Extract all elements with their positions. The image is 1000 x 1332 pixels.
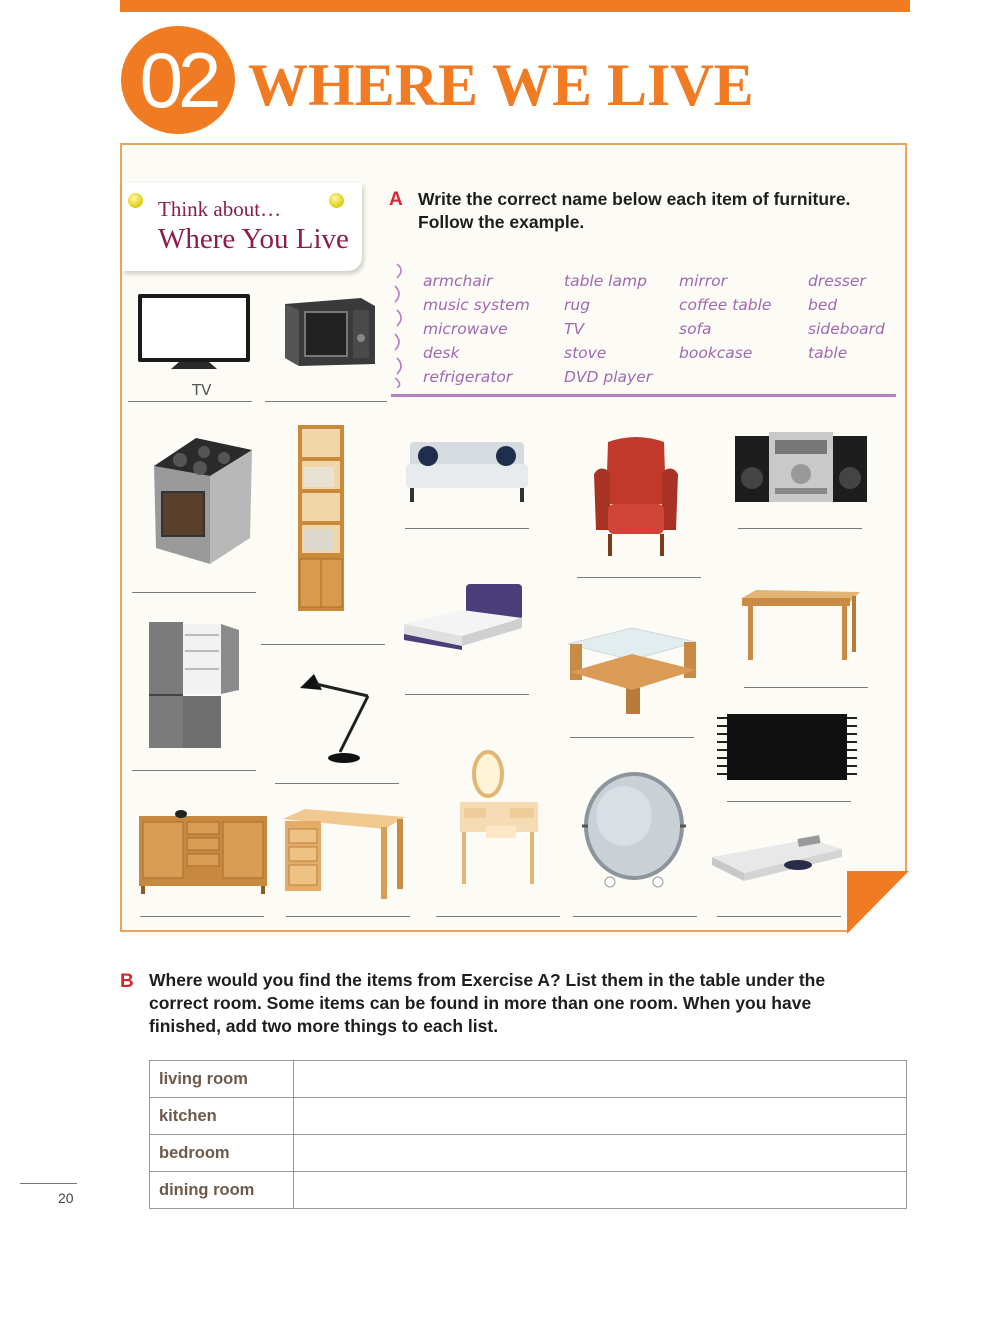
instruction-line: Where would you find the items from Exercise A? List them in the table under the: [149, 970, 826, 990]
answer-line[interactable]: [570, 737, 694, 738]
table-row: [150, 1098, 907, 1135]
word-armchair: armchair: [423, 272, 493, 290]
word-microwave: microwave: [423, 320, 508, 338]
answer-line[interactable]: [128, 401, 252, 402]
answer-line[interactable]: [265, 401, 387, 402]
table-row: [150, 1135, 907, 1172]
sideboard-image: [137, 808, 269, 894]
word-tv: TV: [564, 320, 585, 338]
answer-line[interactable]: [727, 801, 851, 802]
exercise-b-instruction: [149, 969, 825, 1038]
word-dvd-player: DVD player: [564, 368, 653, 386]
coffee-table-image: [564, 624, 700, 716]
answer-line[interactable]: [261, 644, 385, 645]
answer-line[interactable]: [717, 916, 841, 917]
armchair-image: [590, 434, 682, 560]
answer-line[interactable]: [132, 592, 256, 593]
sofa-image: [404, 436, 530, 504]
word-table-lamp: table lamp: [564, 272, 647, 290]
word-desk: desk: [423, 344, 460, 362]
answer-line[interactable]: [577, 577, 701, 578]
chapter-title: WHERE WE LIVE: [248, 52, 754, 118]
dvd-player-image: [710, 835, 844, 883]
room-label: dining room: [150, 1172, 294, 1209]
word-stove: stove: [564, 344, 607, 362]
room-answer-cell[interactable]: [294, 1172, 907, 1209]
rooms-table: [149, 1060, 907, 1209]
answer-line[interactable]: [275, 783, 399, 784]
answer-line[interactable]: [744, 687, 868, 688]
room-label: kitchen: [150, 1098, 294, 1135]
stove-image: [150, 430, 256, 566]
refrigerator-image: [145, 620, 241, 750]
rug-image: [715, 712, 859, 782]
dresser-image: [456, 750, 540, 886]
page-curl-corner: [847, 871, 909, 934]
page-number: 20: [58, 1190, 74, 1206]
pin-icon: [128, 193, 143, 208]
answer-line[interactable]: [286, 916, 410, 917]
music-system-image: [733, 430, 869, 504]
word-refrigerator: refrigerator: [423, 368, 513, 386]
table-row: [150, 1061, 907, 1098]
page-number-rule: [20, 1183, 77, 1184]
tv-image: [135, 292, 253, 372]
answer-line[interactable]: [405, 694, 529, 695]
answer-line[interactable]: [573, 916, 697, 917]
word-bookcase: bookcase: [679, 344, 753, 362]
room-answer-cell[interactable]: [294, 1061, 907, 1098]
word-dresser: dresser: [808, 272, 866, 290]
instruction-line: Write the correct name below each item of furniture.: [418, 189, 851, 209]
exercise-a-instruction: [418, 188, 850, 234]
bookcase-image: [296, 423, 346, 613]
answer-line[interactable]: [436, 916, 560, 917]
mirror-image: [580, 770, 688, 888]
room-label: bedroom: [150, 1135, 294, 1172]
word-sofa: sofa: [679, 320, 712, 338]
word-mirror: mirror: [679, 272, 728, 290]
chapter-number-badge: 02: [121, 26, 235, 134]
table-image: [740, 588, 862, 662]
microwave-image: [279, 296, 377, 368]
example-answer: TV: [192, 381, 212, 399]
think-about-topic: Where You Live: [158, 223, 349, 255]
word-bed: bed: [808, 296, 838, 314]
bed-image: [402, 582, 526, 650]
desk-image: [281, 807, 407, 899]
exercise-a-letter: A: [389, 189, 403, 210]
instruction-line: finished, add two more things to each list.: [149, 1016, 499, 1036]
word-table: table: [808, 344, 848, 362]
table-lamp-image: [296, 668, 376, 764]
room-label: living room: [150, 1061, 294, 1098]
word-sideboard: sideboard: [808, 320, 885, 338]
instruction-line: correct room. Some items can be found in more than one room. When you have: [149, 993, 812, 1013]
exercise-b-letter: B: [120, 971, 134, 992]
answer-line[interactable]: [405, 528, 529, 529]
table-row: [150, 1172, 907, 1209]
answer-line[interactable]: [140, 916, 264, 917]
answer-line[interactable]: [738, 528, 862, 529]
word-coffee-table: coffee table: [679, 296, 772, 314]
instruction-line: Follow the example.: [418, 212, 585, 232]
think-about-label: Think about…: [158, 197, 282, 221]
top-accent-bar: [120, 0, 910, 12]
room-answer-cell[interactable]: [294, 1135, 907, 1172]
word-rug: rug: [564, 296, 591, 314]
room-answer-cell[interactable]: [294, 1098, 907, 1135]
answer-line[interactable]: [132, 770, 256, 771]
word-box-bracket: [391, 260, 411, 388]
pin-icon: [329, 193, 344, 208]
word-music-system: music system: [423, 296, 530, 314]
